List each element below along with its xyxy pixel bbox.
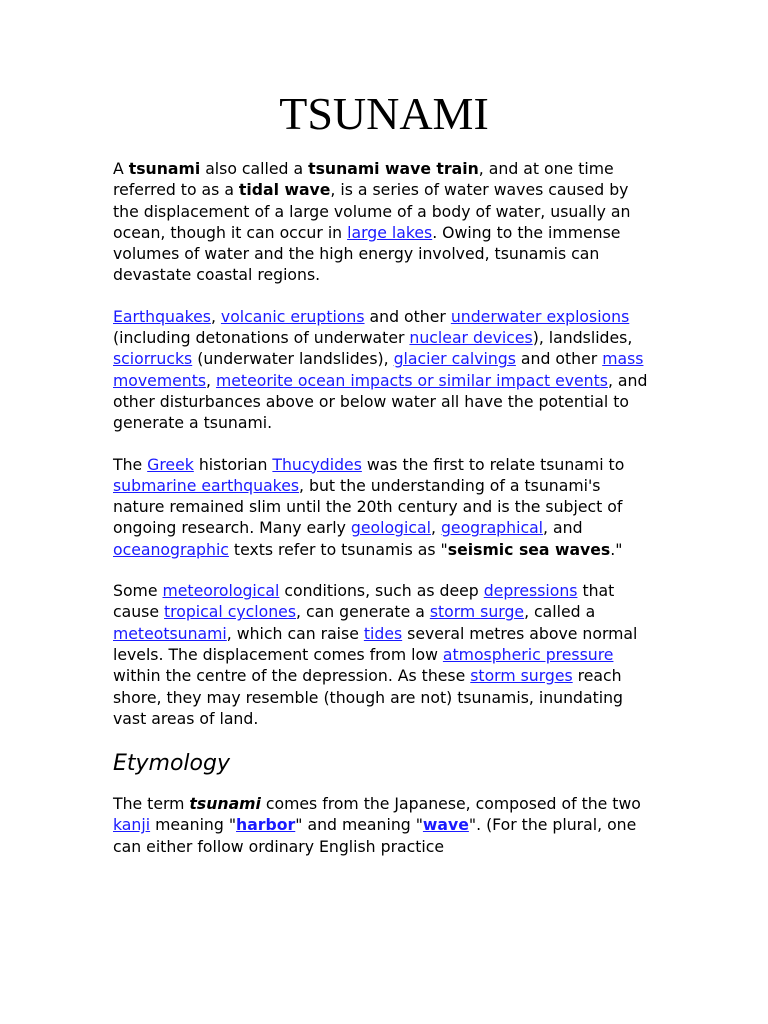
link-storm-surge[interactable]: storm surge <box>429 602 525 622</box>
text: The <box>113 454 148 474</box>
link-tropical-cyclones[interactable]: tropical cyclones <box>164 602 297 622</box>
bold-term: seismic sea waves <box>447 539 611 559</box>
link-mass-movements[interactable]: mass movements <box>113 349 644 390</box>
link-volcanic-eruptions[interactable]: volcanic eruptions <box>220 306 365 326</box>
text: historian <box>193 454 273 474</box>
link-earthquakes[interactable]: Earthquakes <box>113 306 211 326</box>
text: and other <box>364 306 451 326</box>
link-meteorological[interactable]: meteorological <box>162 581 280 601</box>
paragraph-causes <box>113 306 653 434</box>
link-greek[interactable]: Greek <box>147 454 194 474</box>
link-oceanographic[interactable]: oceanographic <box>113 539 229 559</box>
text: , <box>206 370 216 390</box>
page-title: TSUNAMI <box>279 88 489 139</box>
bold-italic-term: tsunami <box>189 794 261 814</box>
text: reach shore, they may resemble (though are not) tsunamis, inundating vast areas of land. <box>113 666 624 728</box>
bold-term: tsunami wave train <box>308 159 479 178</box>
link-meteotsunami[interactable]: meteotsunami <box>113 623 227 643</box>
link-sciorrucks[interactable]: sciorrucks <box>113 349 193 369</box>
link-large-lakes[interactable]: large lakes <box>347 222 433 242</box>
link-storm-surges[interactable]: storm surges <box>470 666 573 686</box>
text: ." <box>610 539 623 559</box>
text: . Owing to the immense volumes of water and the high energy involved, tsunamis can devastate coastal regions. <box>113 222 621 285</box>
link-thucydides[interactable]: Thucydides <box>272 454 362 474</box>
text: texts refer to tsunamis as " <box>228 539 448 559</box>
text: " and meaning " <box>295 815 423 835</box>
text: was the first to relate tsunami to <box>361 454 625 474</box>
section-heading-etymology: Etymology <box>113 751 230 777</box>
link-underwater-explosions[interactable]: underwater explosions <box>450 306 630 326</box>
text: conditions, such as deep <box>279 581 484 601</box>
link-depressions[interactable]: depressions <box>483 581 578 601</box>
article-body <box>113 158 653 877</box>
text: ". (For the plural, one can either follow ordinary English practice <box>113 815 637 856</box>
text: and other <box>515 349 603 369</box>
link-kanji[interactable]: kanji <box>113 815 151 835</box>
link-wave[interactable]: wave <box>422 815 469 835</box>
text: (underwater landslides), <box>192 349 394 369</box>
paragraph-meteotsunami <box>113 580 653 729</box>
text: comes from the Japanese, composed of the two <box>260 794 641 814</box>
link-geographical[interactable]: geographical <box>440 518 544 538</box>
text: , which can raise <box>226 623 364 643</box>
link-tides[interactable]: tides <box>363 623 403 643</box>
text: The term <box>113 794 190 814</box>
bold-term: tidal wave <box>238 180 331 200</box>
link-glacier-calvings[interactable]: glacier calvings <box>393 349 516 369</box>
text: , is a series of water waves caused by the displacement of a large volume of a body of water, usually an ocean, though it can occur in <box>113 180 631 242</box>
bold-term: tsunami <box>128 159 201 178</box>
text: , and at one time referred to as a <box>113 159 614 200</box>
text: , called a <box>524 602 596 622</box>
text: within the centre of the depression. As these <box>113 666 471 686</box>
text: , but the understanding of a tsunami's nature remained slim until the 20th century and is the subject of ongoing research. Many early <box>113 475 623 538</box>
text: , <box>210 306 221 326</box>
text: (including detonations of underwater <box>113 328 410 348</box>
link-atmospheric-pressure[interactable]: atmospheric pressure <box>442 644 614 664</box>
link-nuclear-devices[interactable]: nuclear devices <box>409 328 533 348</box>
link-meteorite-impacts[interactable]: meteorite ocean impacts or similar impact events <box>216 370 608 390</box>
text: A <box>113 159 129 178</box>
paragraph-intro <box>113 158 653 286</box>
text: also called a <box>200 159 309 178</box>
text: , can generate a <box>296 602 430 622</box>
text: , and other disturbances above or below water all have the potential to generate a tsunami. <box>113 370 648 433</box>
text: meaning " <box>150 815 237 835</box>
text: that cause <box>113 581 615 622</box>
text: , <box>430 518 441 538</box>
link-harbor[interactable]: harbor <box>236 815 296 835</box>
text: Some <box>113 581 163 601</box>
text: several metres above normal levels. The displacement comes from low <box>113 623 638 664</box>
text: , and <box>543 518 583 538</box>
link-submarine-earthquakes[interactable]: submarine earthquakes <box>113 475 300 495</box>
paragraph-history <box>113 454 653 560</box>
paragraph-etymology <box>113 793 653 857</box>
text: ), landslides, <box>532 328 633 348</box>
link-geological[interactable]: geological <box>350 518 431 538</box>
